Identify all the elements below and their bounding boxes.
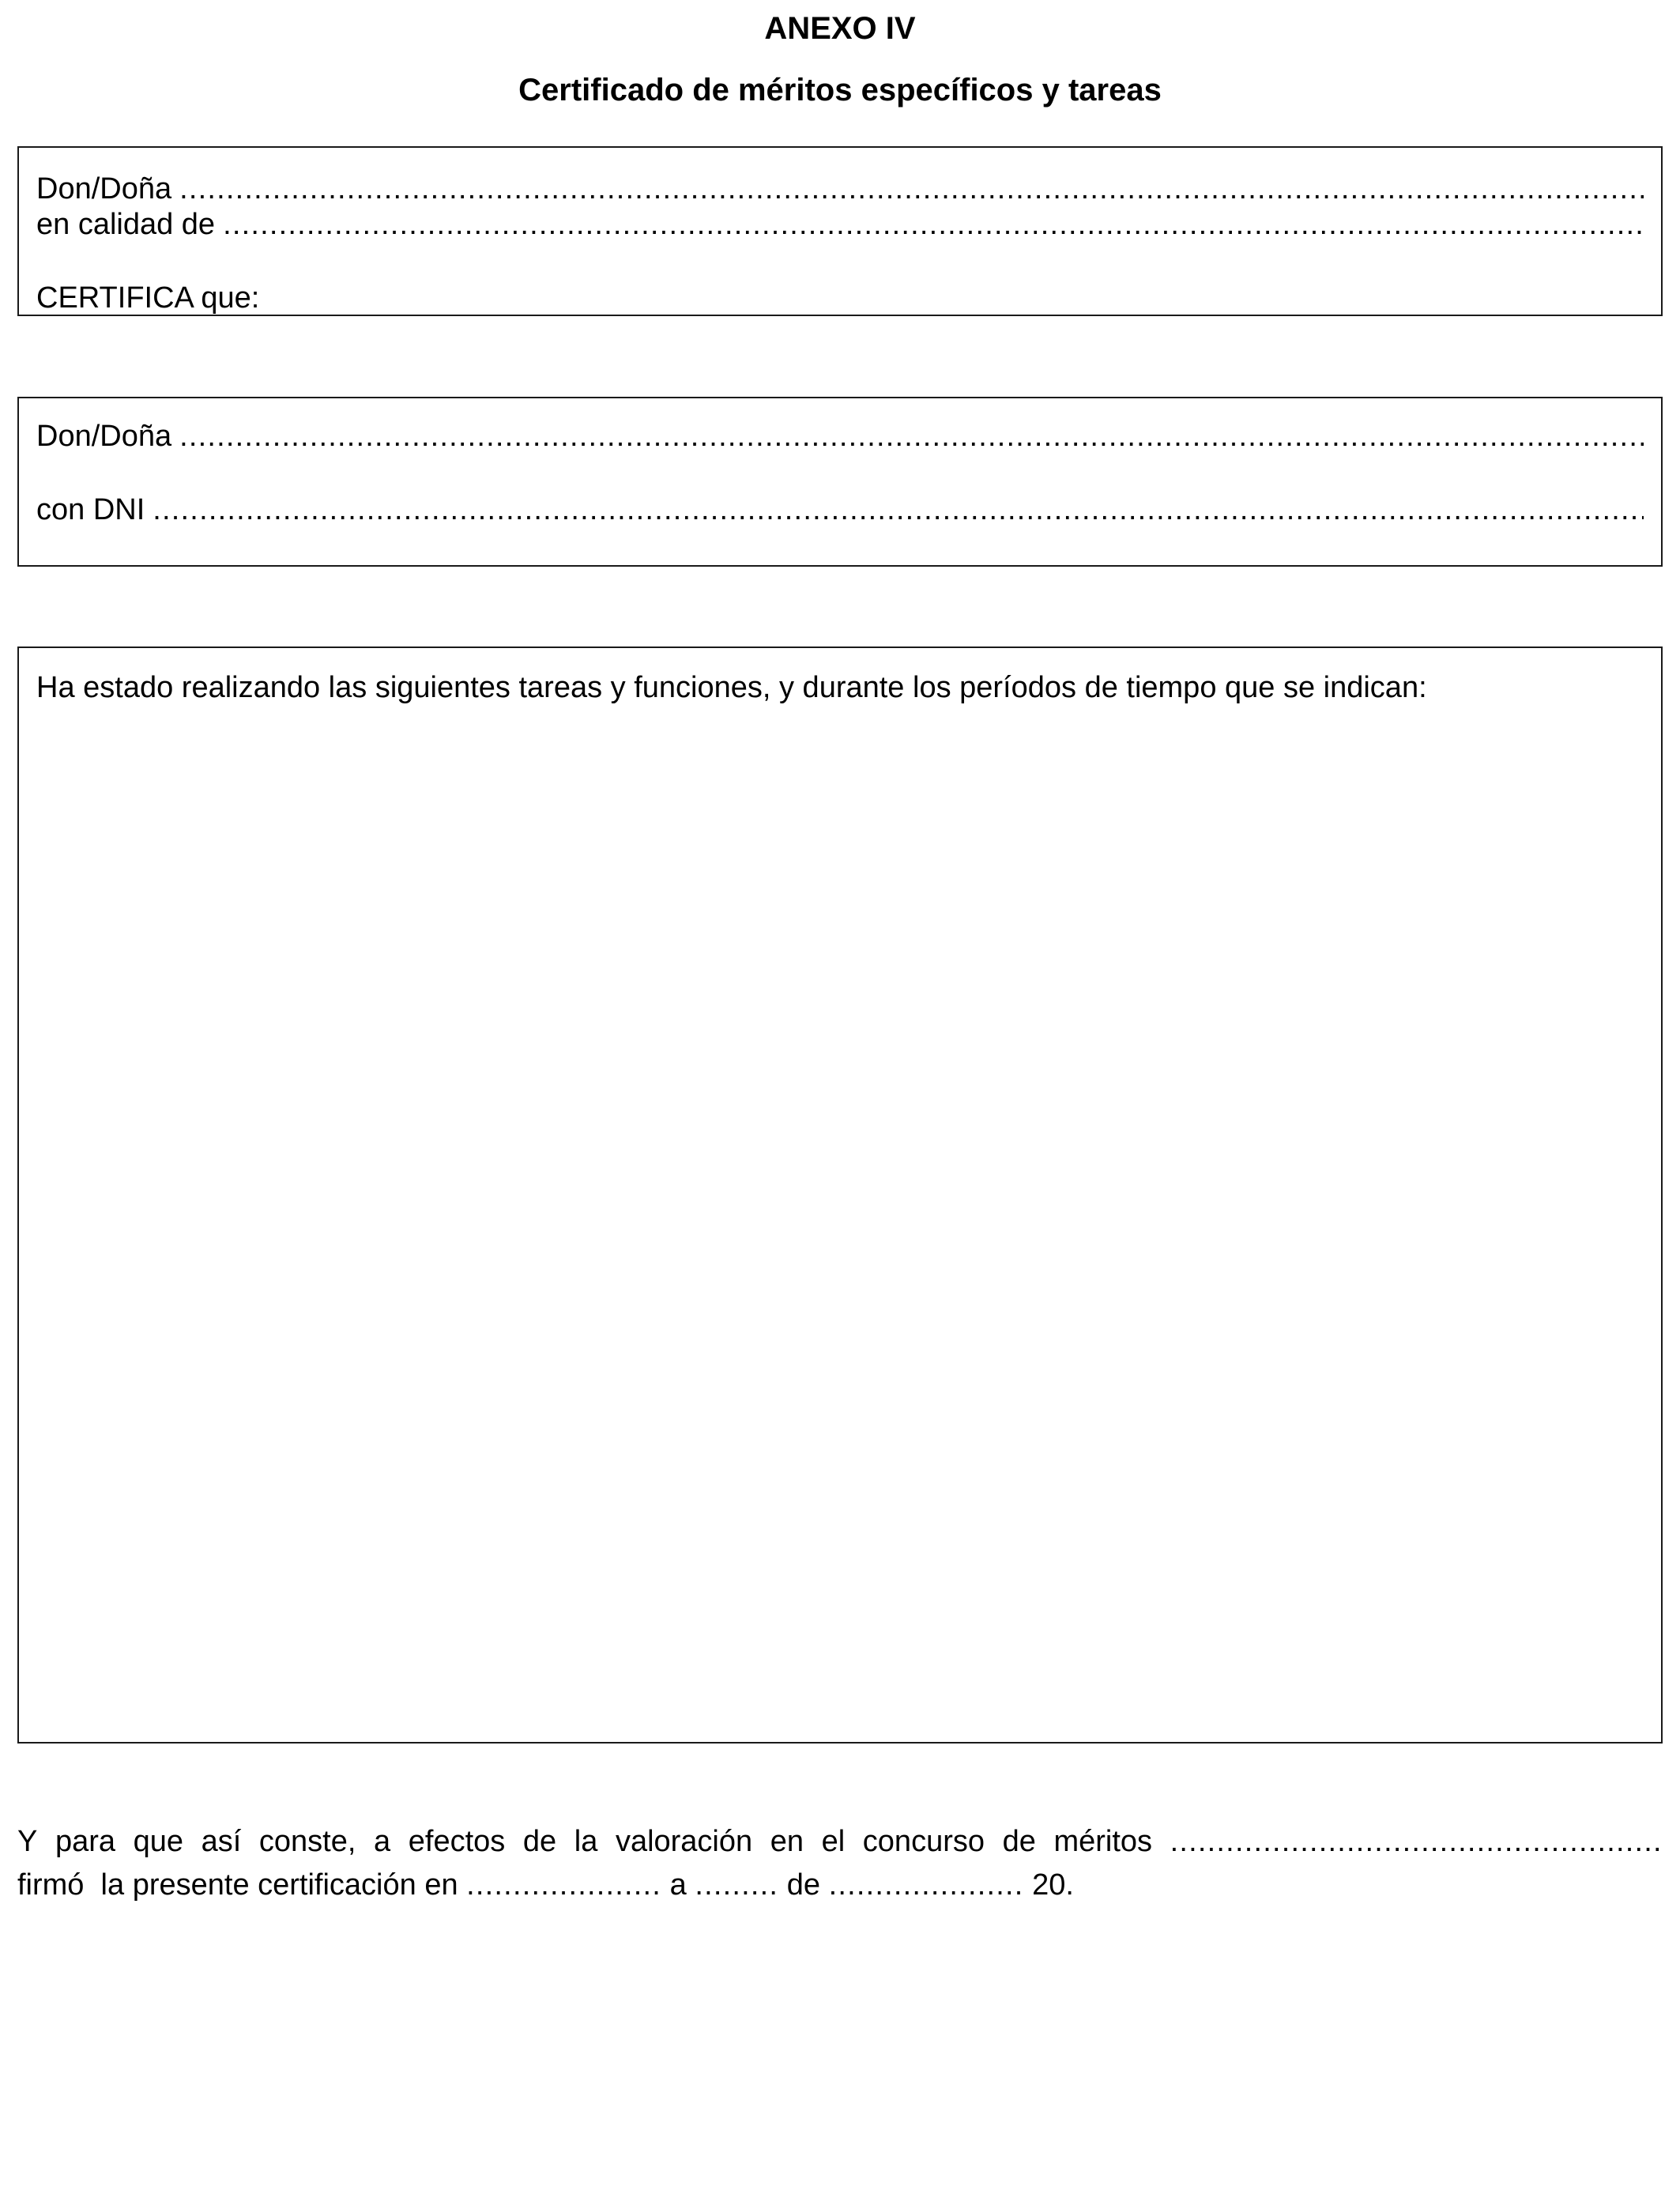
tasks-intro: Ha estado realizando las siguientes tareas y funciones, y durante los períodos de tiempo que se indican: [36, 671, 1427, 704]
closing-word: de [1002, 1825, 1036, 1858]
certifies-text: CERTIFICA que: [36, 281, 260, 315]
closing-line-2 [17, 1864, 1663, 1906]
closing-word: Y [17, 1825, 38, 1858]
certifier-name-blank[interactable] [179, 172, 1644, 206]
closing-line-1 [17, 1820, 1663, 1863]
closing-word: la [574, 1825, 598, 1858]
month-blank[interactable]: ..................... [828, 1868, 1024, 1902]
person-name-line[interactable] [36, 419, 1644, 454]
certifier-box [17, 146, 1663, 316]
tasks-box[interactable] [17, 647, 1663, 1744]
annex-heading: ANEXO IV [764, 11, 916, 46]
a-word: a [669, 1868, 687, 1902]
contest-name-blank[interactable]: ..................................................... [1170, 1825, 1663, 1858]
certifier-role-blank[interactable] [223, 207, 1644, 242]
person-name-blank[interactable] [179, 419, 1644, 454]
certifier-name-line[interactable] [36, 172, 1644, 206]
person-box [17, 397, 1663, 567]
certifier-role-line[interactable] [36, 207, 1644, 242]
certifier-name-label: Don/Doña [36, 172, 172, 205]
place-blank[interactable]: ..................... [466, 1868, 662, 1902]
closing-word: méritos [1053, 1825, 1153, 1858]
de-word: de [786, 1868, 821, 1902]
closing-word: así [201, 1825, 242, 1858]
closing-word: concurso [862, 1825, 985, 1858]
closing-word: a [374, 1825, 391, 1858]
closing-word: de [522, 1825, 557, 1858]
person-dni-line[interactable] [36, 492, 1644, 527]
closing-word: efectos [408, 1825, 506, 1858]
closing-word: para [55, 1825, 116, 1858]
day-blank[interactable]: ......... [695, 1868, 779, 1902]
closing-word: valoración [615, 1825, 753, 1858]
person-dni-label: con DNI [36, 493, 145, 526]
closing-word: en [770, 1825, 804, 1858]
closing-word: el [821, 1825, 846, 1858]
closing-word: conste, [258, 1825, 356, 1858]
document-title: Certificado de méritos específicos y tareas [518, 73, 1162, 107]
person-name-label: Don/Doña [36, 420, 172, 453]
year-text: 20. [1032, 1868, 1074, 1902]
certifier-role-label: en calidad de [36, 208, 216, 241]
closing-word: que [133, 1825, 184, 1858]
person-dni-blank[interactable] [153, 492, 1644, 527]
signed-text: firmó la presente certificación en [17, 1868, 458, 1902]
